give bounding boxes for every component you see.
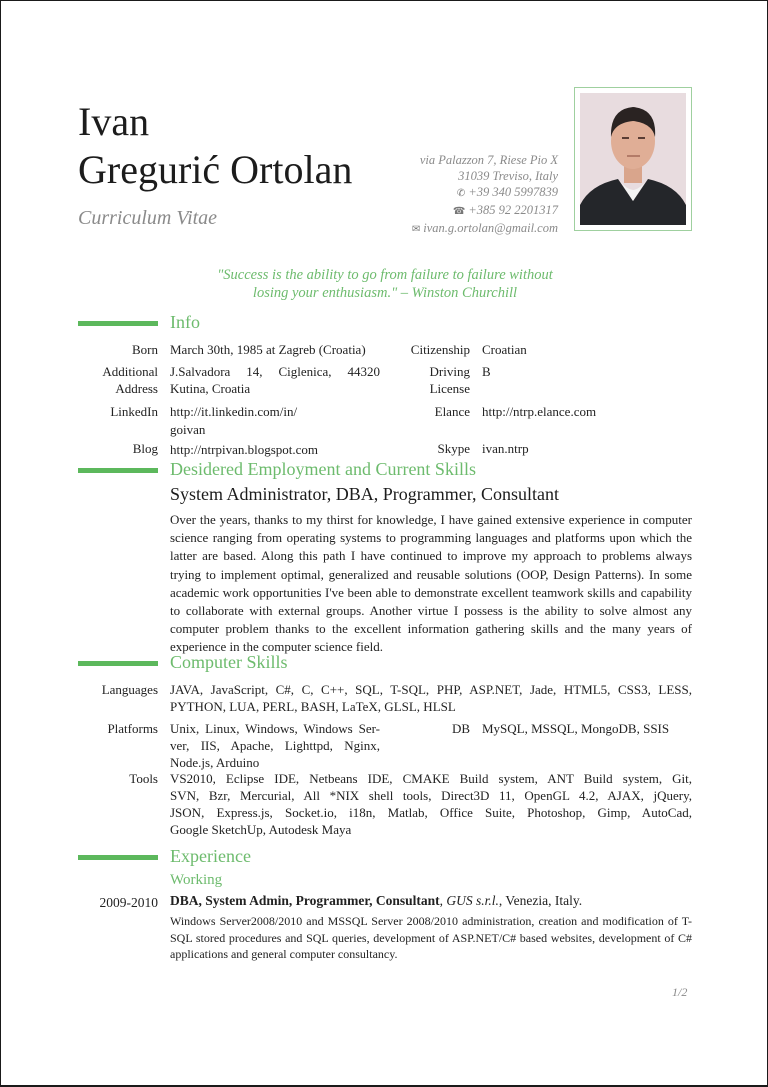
last-name: Gregurić Ortolan bbox=[78, 147, 353, 192]
section-bar bbox=[78, 855, 158, 860]
job-heading: DBA, System Admin, Programmer, Consultant, GUS s.r.l., Venezia, Italy. bbox=[170, 893, 583, 908]
phone-row bbox=[412, 202, 558, 220]
citizenship-value: Croatian bbox=[482, 342, 527, 357]
address-value-line-1: J.Salvadora 14, Ciglenica, 44320 bbox=[170, 364, 380, 379]
candidate-name bbox=[78, 98, 352, 194]
person-silhouette-icon bbox=[580, 93, 686, 225]
quote-line-2: losing your enthusiasm." – Winston Churchill bbox=[252, 285, 518, 301]
languages-line-1: JAVA, JavaScript, C#, C, C++, SQL, T-SQL, PHP, ASP.NET, Jade, HTML5, CSS3, LESS, bbox=[170, 682, 692, 697]
platforms-label: Platforms bbox=[107, 721, 158, 736]
driving-label-line-1: Driving bbox=[429, 364, 470, 379]
section-title: Desidered Employment and Current Skills bbox=[170, 459, 476, 479]
linkedin-label: LinkedIn bbox=[110, 404, 158, 419]
tools-line-2: SVN, Bzr, Mercurial, All *NIX shell tools, Direct3D 11, OpenGL 4.2, AJAX, jQuery, bbox=[170, 788, 692, 803]
job-company: GUS s.r.l. bbox=[446, 893, 499, 908]
job-description: Windows Server2008/2010 and MSSQL Server 2008/2010 administration, creation and modification of T-SQL stored procedures and SQL queries, development of ASP.NET/C# based websites, development of C# applications and general computer consultancy. bbox=[170, 914, 692, 961]
driving-label-line-2: License bbox=[429, 381, 470, 396]
platforms-line-1: Unix, Linux, Windows, Windows Ser- bbox=[170, 721, 380, 736]
photo-frame bbox=[574, 87, 692, 231]
tools-line-3: JSON, Express.js, Socket.io, i18n, Matlab, Office Suite, Photoshop, Gimp, AutoCad, bbox=[170, 805, 692, 820]
tools-value bbox=[170, 770, 692, 838]
address-label-line-2: Address bbox=[115, 381, 158, 396]
driving-license-value: B bbox=[482, 364, 491, 379]
first-name: Ivan bbox=[78, 99, 150, 144]
address-line-1: via Palazzon 7, Riese Pio X bbox=[419, 153, 558, 167]
section-title: Info bbox=[170, 312, 200, 332]
languages-label: Languages bbox=[101, 682, 158, 697]
citizenship-label: Citizenship bbox=[410, 342, 470, 357]
section-bar bbox=[78, 661, 158, 666]
job-role: DBA, System Admin, Programmer, Consultant bbox=[170, 893, 440, 908]
driving-license-label bbox=[380, 363, 470, 397]
mobile-row bbox=[412, 184, 558, 202]
tools-line-4: Google SketchUp, Autodesk Maya bbox=[170, 822, 352, 837]
desired-position: System Administrator, DBA, Programmer, Consultant bbox=[170, 484, 560, 504]
languages-line-2: PYTHON, LUA, PERL, BASH, LaTeX, GLSL, HLSL bbox=[170, 699, 456, 714]
db-value: MySQL, MSSQL, MongoDB, SSIS bbox=[482, 721, 670, 736]
tools-label: Tools bbox=[129, 771, 158, 786]
born-label: Born bbox=[132, 342, 158, 357]
elance-link[interactable]: http://ntrp.elance.com bbox=[482, 404, 597, 419]
summary-paragraph: Over the years, thanks to my thirst for knowledge, I have gained extensive experience in computer science ranging from operating systems to programming languages and platforms upon which the latter are based. Along this path I have continued to improve my approach to problems always trying to implement optimal, generalized and reusable solutions (OOP, Design Patterns). In some academic work opportunities I've been able to demonstrate excellent teamwork skills and capability to collaborate with external groups. Another virtue I possess is the ability to solve almost any computer problem thanks to the excellent information gathering skills and the many years of experience in the computer science field. bbox=[170, 512, 692, 655]
envelope-icon: ✉ bbox=[411, 224, 421, 235]
page-number: 1/2 bbox=[672, 985, 688, 999]
linkedin-link[interactable] bbox=[170, 403, 297, 439]
address-label bbox=[78, 363, 158, 397]
platforms-line-2: ver, IIS, Apache, Lighttpd, Nginx, bbox=[170, 738, 380, 753]
skype-label: Skype bbox=[437, 441, 470, 456]
portrait-photo bbox=[580, 93, 686, 225]
mobile-number: +39 340 5997839 bbox=[468, 185, 558, 199]
contact-block bbox=[412, 152, 558, 238]
job-location: , Venezia, Italy. bbox=[498, 893, 583, 908]
tools-line-1: VS2010, Eclipse IDE, Netbeans IDE, CMAKE Build system, ANT Build system, Git, bbox=[170, 771, 692, 786]
born-value: March 30th, 1985 at Zagreb (Croatia) bbox=[170, 342, 366, 357]
telephone-icon: ☎ bbox=[452, 206, 466, 217]
linkedin-link-line-1[interactable]: http://it.linkedin.com/in/ bbox=[170, 404, 298, 419]
blog-link[interactable]: http://ntrpivan.blogspot.com bbox=[170, 442, 319, 457]
phone-number: +385 92 2201317 bbox=[468, 203, 558, 217]
mobile-phone-icon: ✆ bbox=[456, 188, 466, 199]
section-title: Computer Skills bbox=[170, 652, 288, 672]
address-label-line-1: Additional bbox=[102, 364, 158, 379]
languages-value bbox=[170, 681, 692, 715]
platforms-value bbox=[170, 720, 380, 771]
email-row bbox=[412, 220, 558, 238]
platforms-line-3: Node.js, Arduino bbox=[170, 755, 260, 770]
quote-line-1: "Success is the ability to go from failure to failure without bbox=[217, 267, 553, 283]
subsection-working: Working bbox=[170, 872, 223, 888]
db-label: DB bbox=[451, 721, 470, 736]
address-line-2: 31039 Treviso, Italy bbox=[458, 169, 558, 183]
elance-label: Elance bbox=[434, 404, 470, 419]
linkedin-link-line-2[interactable]: goivan bbox=[170, 422, 206, 437]
skype-value: ivan.ntrp bbox=[482, 441, 529, 456]
quote bbox=[160, 266, 610, 302]
section-bar bbox=[78, 321, 158, 326]
section-title: Experience bbox=[170, 846, 251, 866]
job-period: 2009-2010 bbox=[99, 895, 158, 910]
address-value-line-2: Kutina, Croatia bbox=[170, 381, 251, 396]
email-address[interactable]: ivan.g.ortolan@gmail.com bbox=[423, 221, 558, 235]
section-bar bbox=[78, 468, 158, 473]
blog-label: Blog bbox=[132, 441, 158, 456]
document-subtitle: Curriculum Vitae bbox=[78, 207, 218, 229]
address-value bbox=[170, 363, 380, 397]
